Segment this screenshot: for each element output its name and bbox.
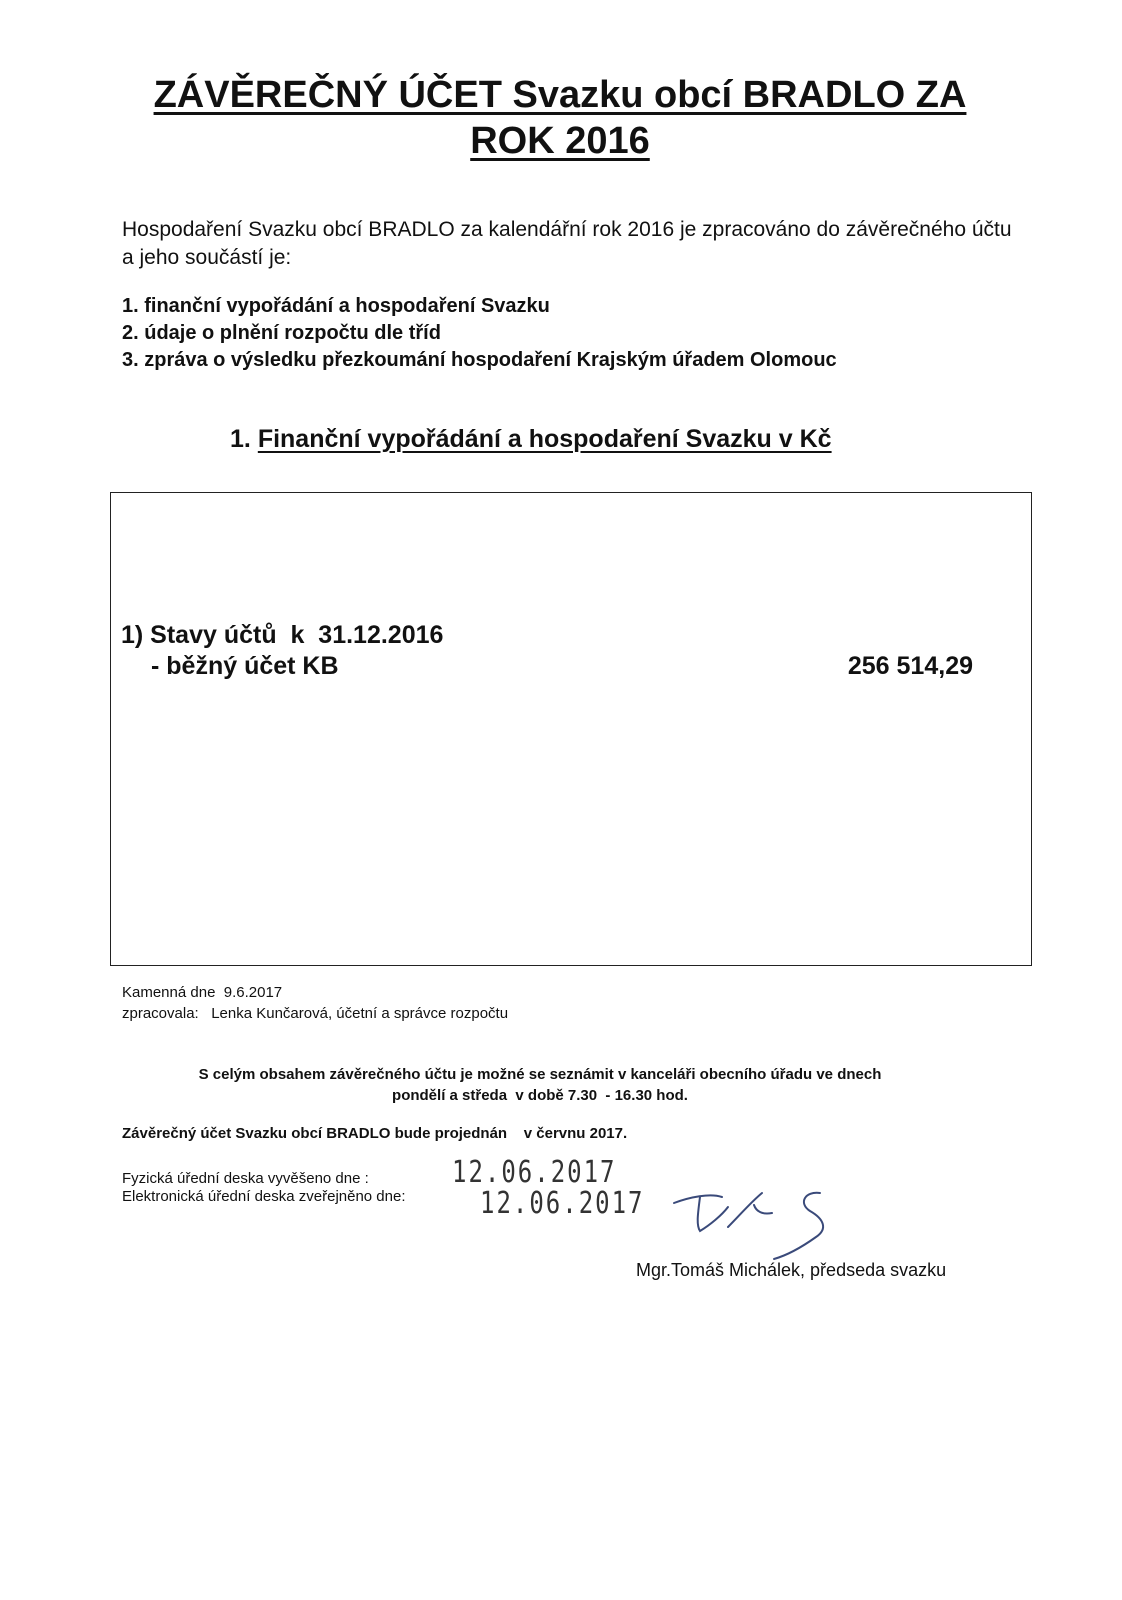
- physical-board-label: Fyzická úřední deska vyvěšeno dne :: [122, 1170, 369, 1187]
- signer-name: Mgr.Tomáš Michálek, předseda svazku: [636, 1260, 947, 1280]
- contents-list: [122, 293, 1022, 374]
- electronic-date-stamp: 12.06.2017: [480, 1185, 645, 1221]
- title-line-2: ROK 2016: [470, 120, 650, 162]
- document-title: [100, 72, 1020, 164]
- account-label: - běžný účet KB: [151, 652, 339, 680]
- notice-line-1: S celým obsahem závěrečného účtu je možné se seznámit v kanceláři obecního úřadu ve dnech: [198, 1066, 882, 1083]
- section-title: Finanční vypořádání a hospodaření Svazku v Kč: [257, 425, 832, 453]
- section-number: 1.: [230, 425, 251, 453]
- accounts-heading: 1) Stavy účtů k 31.12.2016: [121, 621, 444, 649]
- availability-notice: [100, 1064, 980, 1106]
- title-line-1: ZÁVĚREČNÝ ÚČET Svazku obcí BRADLO ZA: [153, 74, 967, 116]
- account-balance: 256 514,29: [847, 652, 973, 680]
- intro-paragraph: Hospodaření Svazku obcí BRADLO za kalendářní rok 2016 je zpracováno do závěrečného účtu a jeho součástí je:: [122, 218, 1012, 269]
- financial-box: [110, 492, 1032, 966]
- physical-date-stamp: 12.06.2017: [452, 1154, 617, 1190]
- discussion-note: Závěrečný účet Svazku obcí BRADLO bude projednán v červnu 2017.: [122, 1125, 628, 1142]
- notice-line-2: pondělí a středa v době 7.30 - 16.30 hod.: [392, 1087, 688, 1104]
- list-item: 1. finanční vypořádání a hospodaření Svazku: [122, 295, 550, 317]
- electronic-board-label: Elektronická úřední deska zveřejněno dne:: [122, 1188, 406, 1205]
- section-heading: [230, 425, 930, 454]
- list-item: 2. údaje o plnění rozpočtu dle tříd: [122, 322, 441, 344]
- prepared-by: zpracovala: Lenka Kunčarová, účetní a správce rozpočtu: [122, 1005, 509, 1022]
- list-item: 3. zpráva o výsledku přezkoumání hospodaření Krajským úřadem Olomouc: [122, 349, 837, 371]
- place-date: Kamenná dne 9.6.2017: [122, 984, 283, 1001]
